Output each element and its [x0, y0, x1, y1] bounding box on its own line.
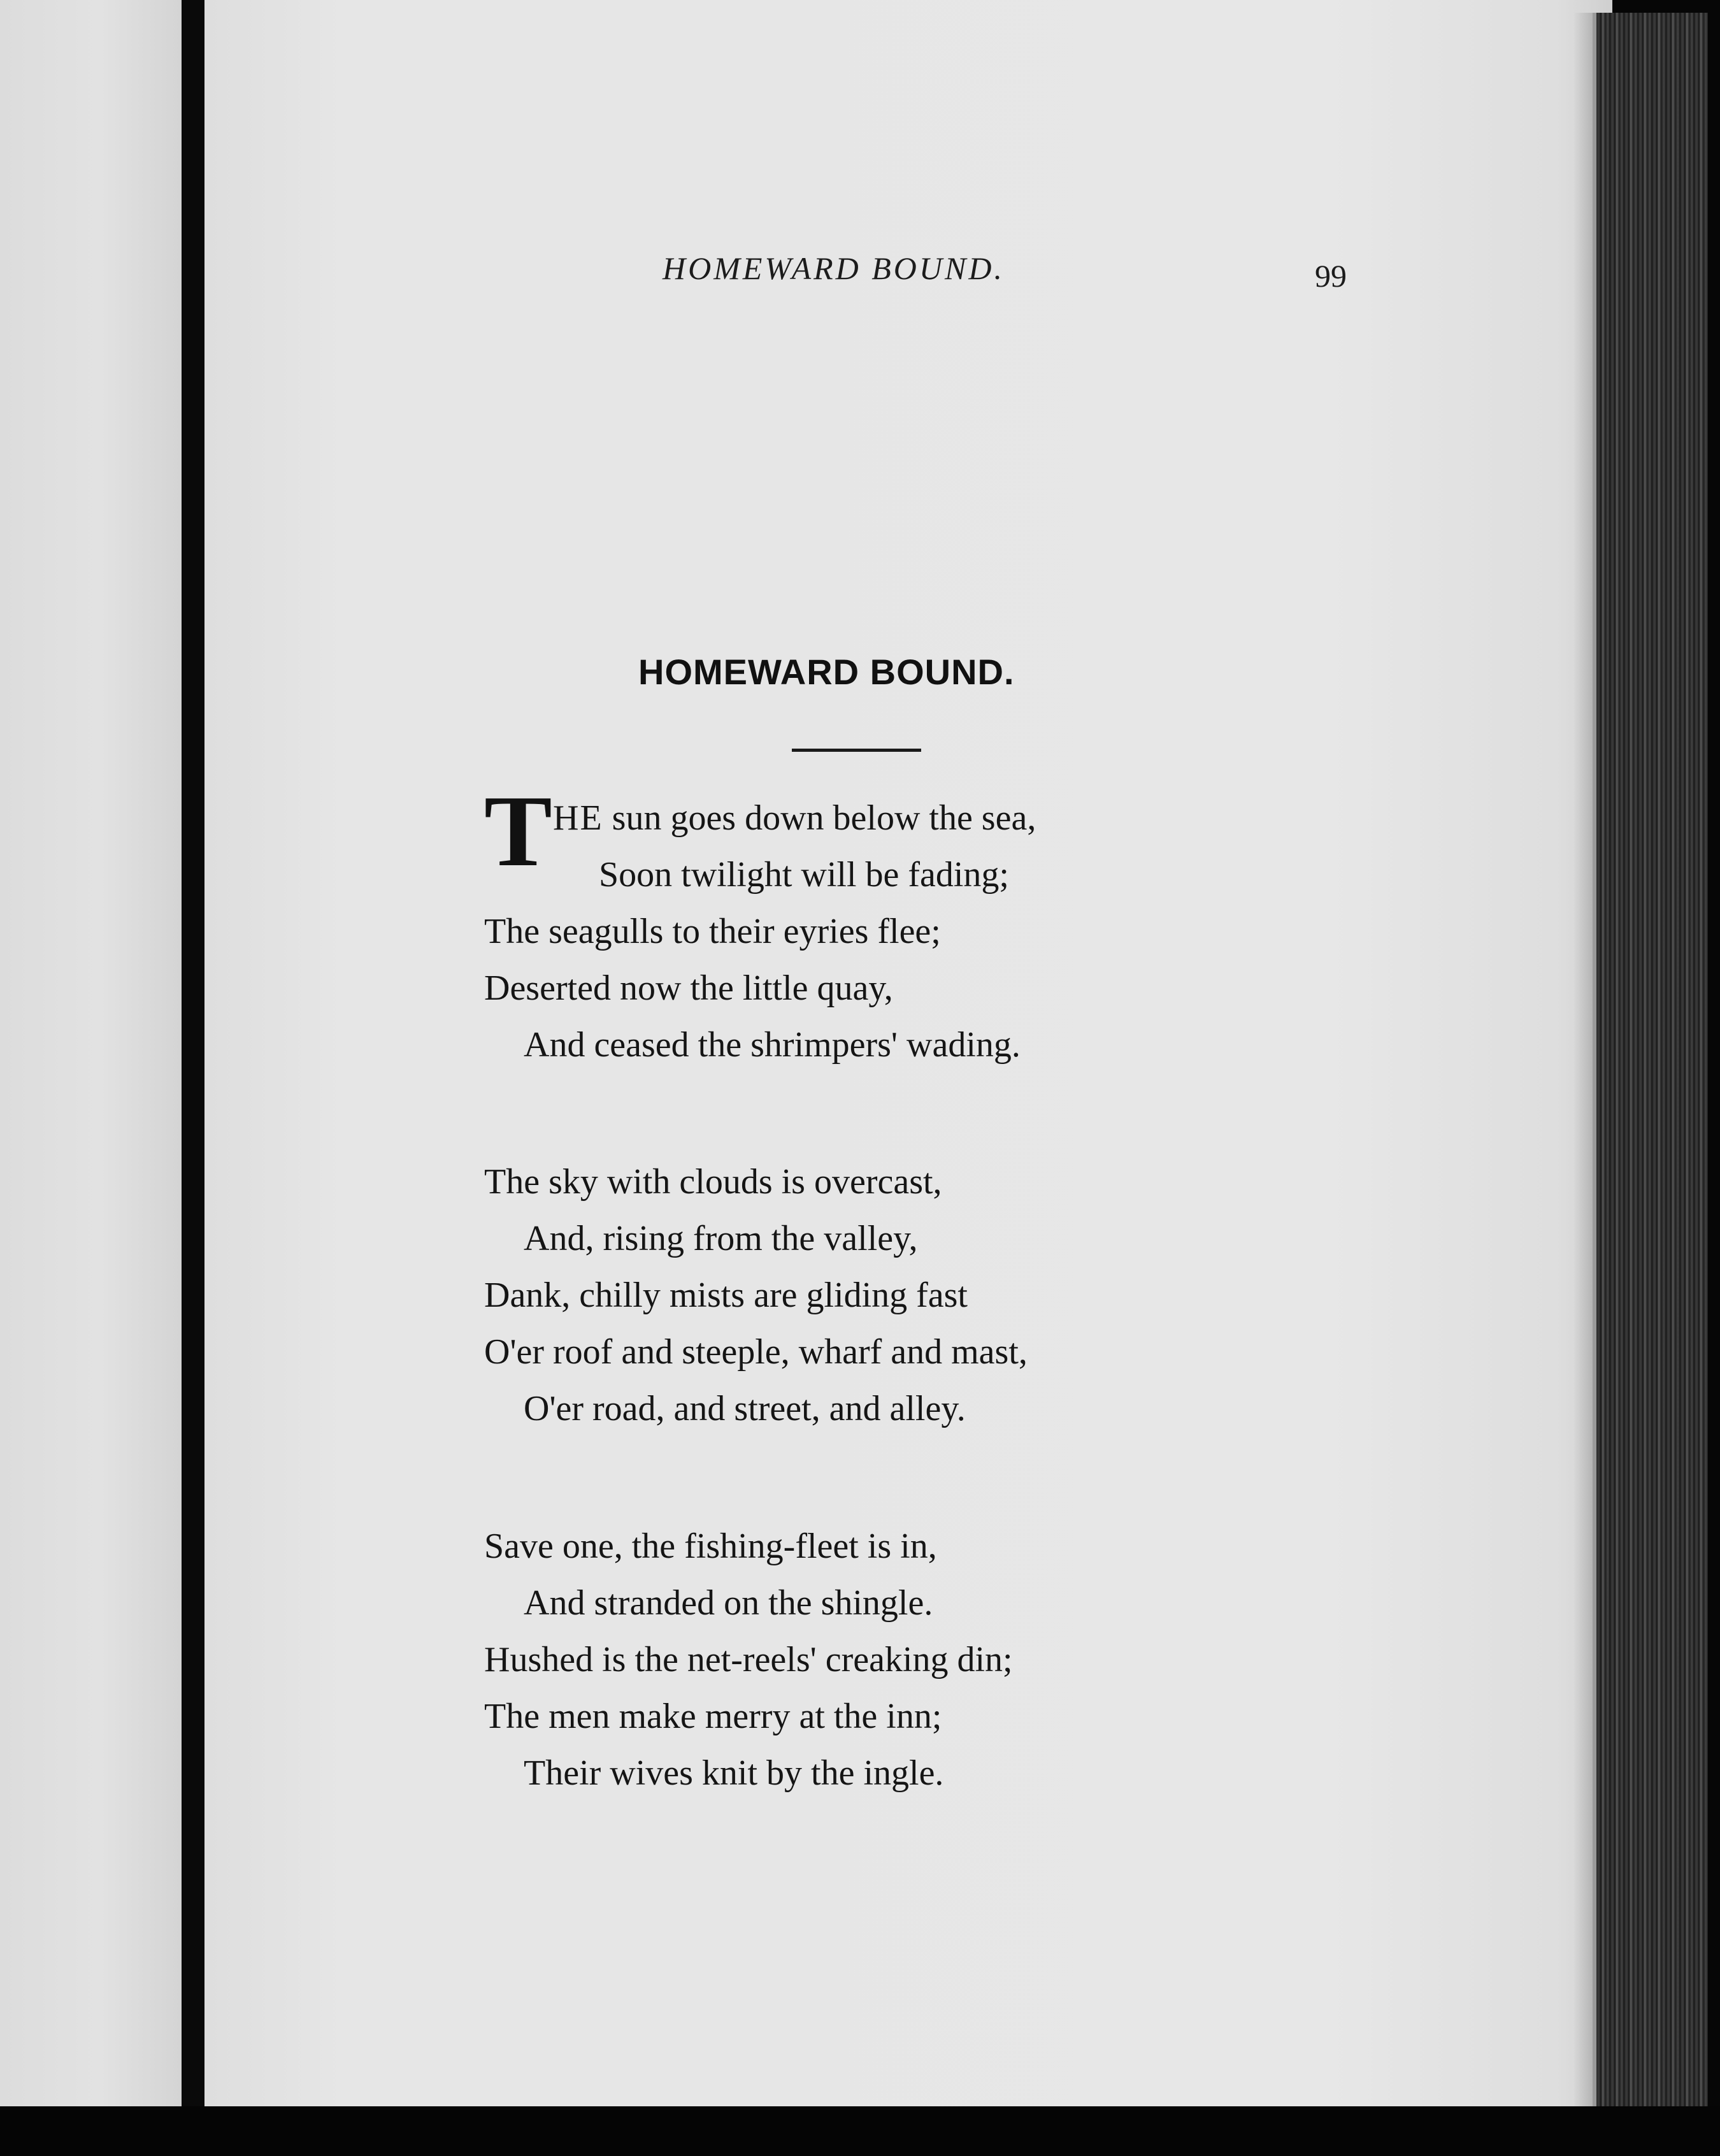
poem-line: And ceased the shrimpers' wading. — [524, 1025, 1021, 1065]
poem-line: The men make merry at the inn; — [484, 1697, 942, 1736]
poem-line: Soon twilight will be fading; — [599, 855, 1009, 895]
facing-page-edge — [0, 0, 182, 2110]
poem-line-text: sun goes down below the sea, — [612, 798, 1036, 838]
drop-cap: T — [484, 774, 552, 888]
poem-line: And stranded on the shingle. — [524, 1583, 933, 1623]
poem-line: Their wives knit by the ingle. — [524, 1753, 944, 1793]
stanza-1 — [484, 774, 1036, 1074]
poem-line: And, rising from the valley, — [524, 1219, 918, 1258]
stanza-3 — [484, 1518, 1013, 1802]
poem-line: O'er roof and steeple, wharf and mast, — [484, 1332, 1028, 1372]
running-head: HOMEWARD BOUND. — [663, 250, 1005, 286]
page-number: 99 — [1315, 258, 1347, 294]
poem-line: O'er road, and street, and alley. — [524, 1389, 966, 1428]
stanza-2 — [484, 1154, 1028, 1437]
poem-line: Dank, chilly mists are gliding fast — [484, 1276, 968, 1315]
poem-line: The sky with clouds is overcast, — [484, 1162, 942, 1202]
poem-line: Save one, the fishing-fleet is in, — [484, 1527, 937, 1566]
poem-title: HOMEWARD BOUND. — [638, 652, 1015, 692]
poem-line: Deserted now the little quay, — [484, 968, 893, 1008]
poem-line: The seagulls to their eyries flee; — [484, 912, 941, 951]
title-rule — [792, 749, 921, 752]
scan-border — [0, 2106, 1720, 2156]
page-edges — [1593, 13, 1708, 2109]
poem-line: Hushed is the net-reels' creaking din; — [484, 1640, 1013, 1679]
drop-cap-continuation: HE — [553, 798, 603, 838]
book-gutter — [182, 0, 204, 2156]
